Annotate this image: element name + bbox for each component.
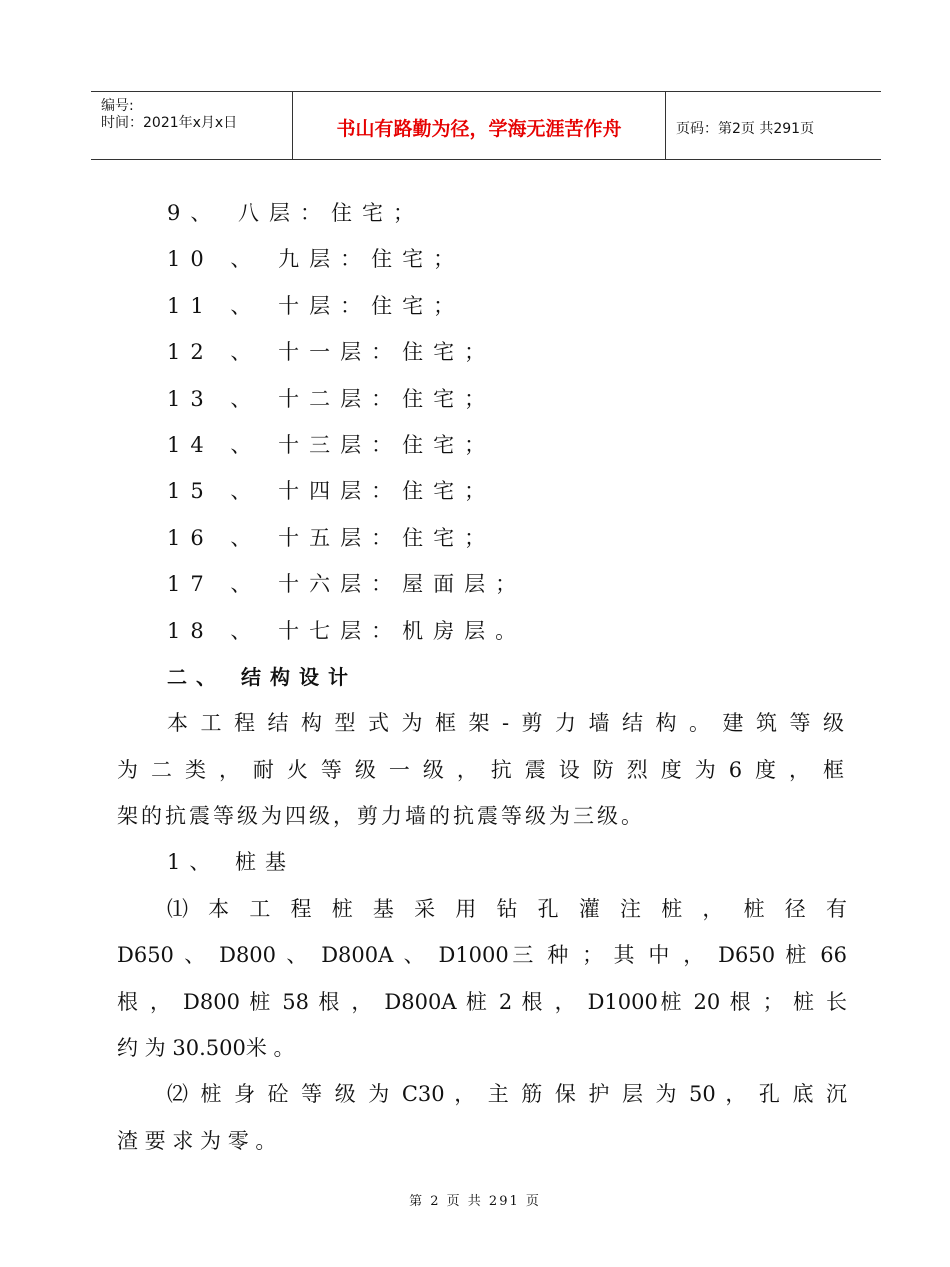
- paragraph-line: 架的抗震等级为四级，剪力墙的抗震等级为三级。: [117, 804, 645, 829]
- time-label: 时间：2021年x月x日: [101, 115, 238, 131]
- document-header: [91, 91, 881, 160]
- subsection-title: 1、 桩基: [167, 850, 296, 875]
- paragraph-line: 约 为 30.500米 。: [117, 1036, 295, 1061]
- paragraph-line: 本工程结构型式为框架-剪力墙结构。建筑等级: [167, 711, 847, 736]
- page-footer: 第 2 页 共 291 页: [409, 1194, 541, 1209]
- paragraph-line: ⑵ 桩 身 砼 等 级 为 C30 ， 主 筋 保 护 层 为 50 ， 孔 底 沉: [167, 1082, 847, 1107]
- floor-line: 12 、 十一层：住宅；: [167, 340, 496, 365]
- paragraph-line: 为二类，耐火等级一级，抗震设防烈度为6度，框: [117, 757, 847, 782]
- floor-line: 9、 八层：住宅；: [167, 201, 425, 225]
- floor-line: 11 、 十层：住宅；: [167, 293, 465, 318]
- paragraph-line: 渣 要 求 为 零 。: [117, 1128, 277, 1153]
- number-label: 编号:: [101, 98, 134, 114]
- floor-line: 13 、 十二层：住宅；: [167, 386, 496, 411]
- floor-line: 18 、 十七层：机房层。: [167, 618, 527, 643]
- floor-line: 16 、 十五层：住宅；: [167, 525, 496, 550]
- header-page-info: 页码：第2页 共291页: [676, 121, 815, 137]
- floor-line: 14 、 十三层：住宅；: [167, 432, 496, 457]
- header-left-cell: [91, 92, 293, 159]
- paragraph-line: ⑴ 本 工 程 桩 基 采 用 钻 孔 灌 注 桩 ， 桩 径 有: [167, 896, 847, 921]
- floor-line: 10 、 九层：住宅；: [167, 247, 465, 272]
- paragraph-line: D650 、 D800 、 D800A 、 D1000三 种 ； 其 中 ， D650 桩 66: [117, 943, 847, 968]
- header-motto: 书山有路勤为径，学海无涯苦作舟: [336, 118, 622, 140]
- document-body: [117, 190, 847, 1164]
- floor-line: 15 、 十四层：住宅；: [167, 479, 496, 504]
- floor-line: 17 、 十六层：屋面层；: [167, 572, 527, 597]
- section-title: 二、 结构设计: [167, 664, 357, 689]
- paragraph-line: 根 ， D800 桩 58 根 ， D800A 桩 2 根 ， D1000桩 20 根 ； 桩 长: [117, 989, 847, 1014]
- header-right-cell: [666, 92, 881, 159]
- header-middle-cell: [293, 92, 666, 159]
